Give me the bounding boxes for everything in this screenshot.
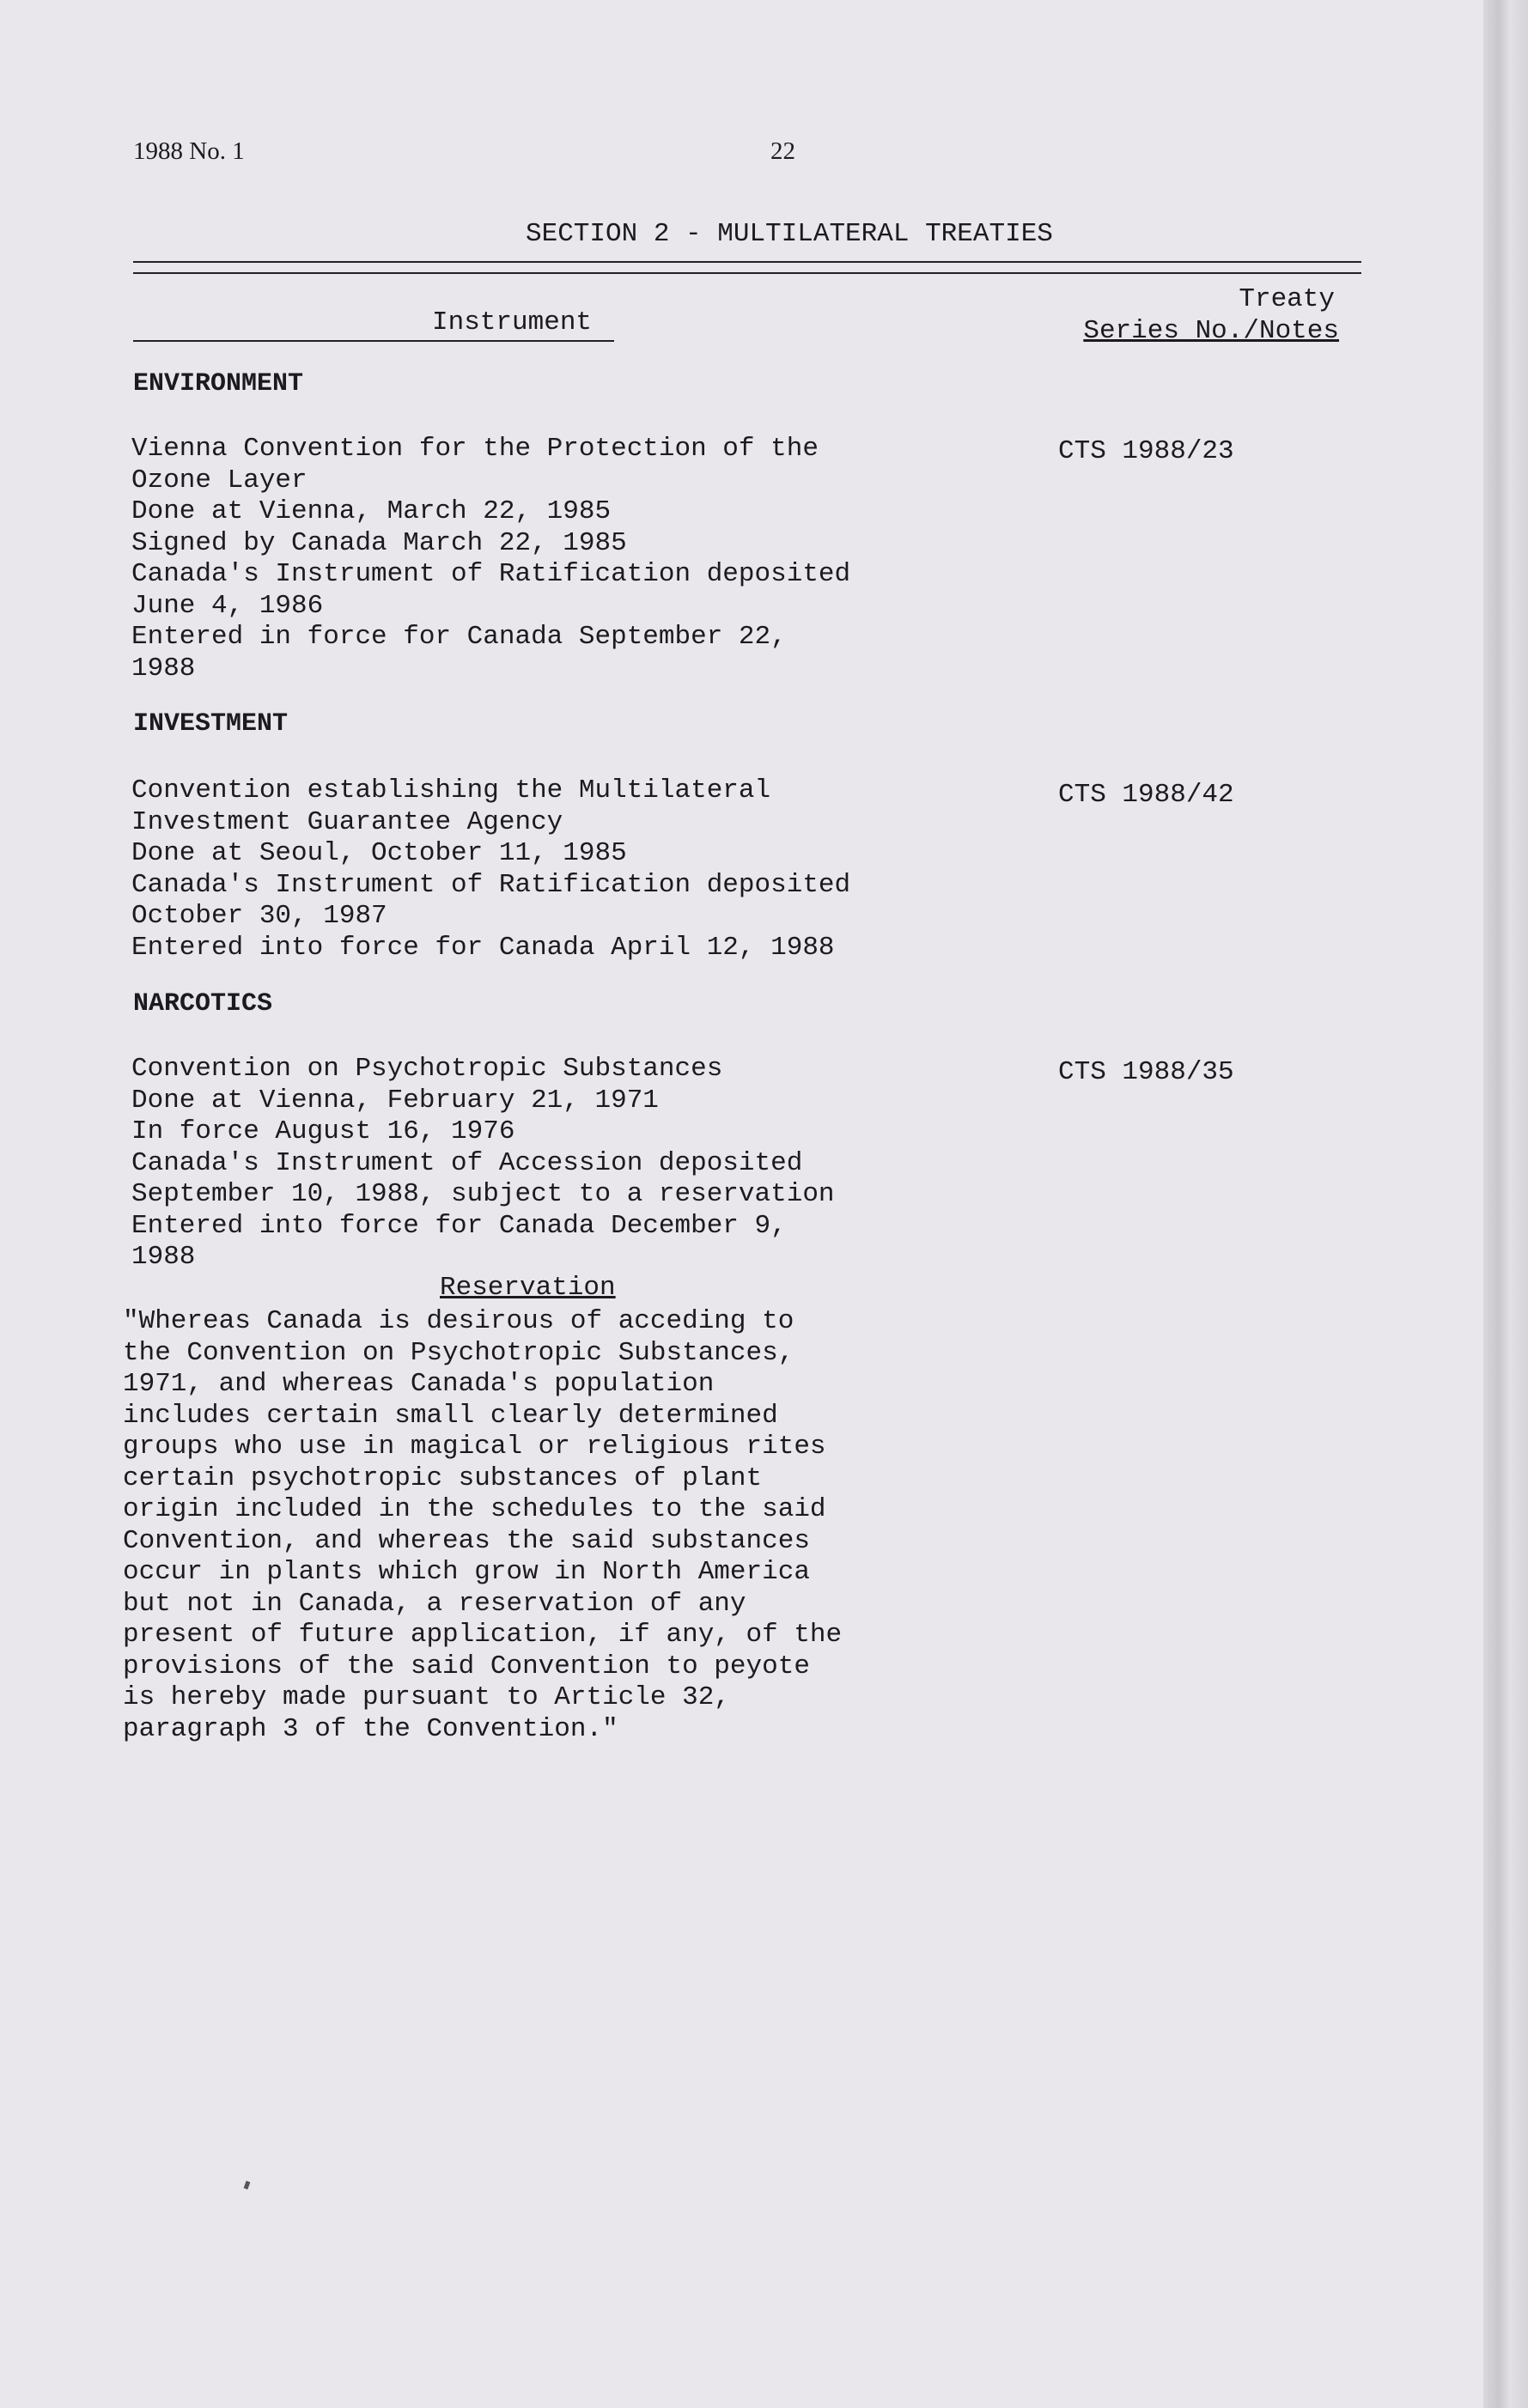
entry-narcotics-text: Convention on Psychotropic Substances Done at Vienna, February 21, 1971 In force August 16, 1976 Canada's Instrument of Accession deposited September 10, 1988, subject to a reservation Entered into force for Canada December 9, 1988 (131, 1054, 835, 1272)
section-title: SECTION 2 - MULTILATERAL TREATIES (526, 219, 1053, 249)
entry-environment-text: Vienna Convention for the Protection of the Ozone Layer Done at Vienna, March 22, 1985 Signed by Canada March 22, 1985 Canada's Instrument of Ratification deposited June 4, 1986 Entered in force for Canada September 22, 1988 (131, 434, 851, 684)
instrument-column-header (133, 307, 614, 342)
entry-investment-series: CTS 1988/42 (1058, 780, 1234, 810)
series-notes-label: Series No./Notes (1083, 316, 1339, 346)
issue-number: 1988 No. 1 (133, 137, 245, 165)
section-heading-narcotics: NARCOTICS (133, 989, 273, 1019)
section-heading-environment: ENVIRONMENT (133, 369, 304, 398)
entry-narcotics-series: CTS 1988/35 (1058, 1057, 1234, 1087)
instrument-label: Instrument (432, 307, 593, 337)
section-heading-investment: INVESTMENT (133, 709, 289, 739)
reservation-text: "Whereas Canada is desirous of acceding to the Convention on Psychotropic Substances, 1971, and whereas Canada's population includes certain small clearly determined groups who use in magical or religious rites certain psychotropic substances of plant origin included in the schedules to the said Convention, and whereas the said substances occur in plants which grow in North America but not in Canada, a reservation of any present of future application, if any, of the provisions of the said Convention to peyote is hereby made pursuant to Article 32, paragraph 3 of the Convention." (123, 1306, 843, 1744)
page-number: 22 (770, 137, 795, 165)
entry-environment-series: CTS 1988/23 (1058, 436, 1234, 466)
treaty-series-column-header (1083, 283, 1339, 347)
double-rule-divider (133, 261, 1361, 274)
treaty-label: Treaty (1239, 284, 1335, 314)
stray-ink-mark (244, 2180, 251, 2189)
reservation-title: Reservation (440, 1273, 616, 1303)
page-edge-shadow (1483, 0, 1528, 2408)
entry-investment-text: Convention establishing the Multilateral Investment Guarantee Agency Done at Seoul, October 11, 1985 Canada's Instrument of Ratification deposited October 30, 1987 Entered into force for Canada April 12, 1988 (131, 775, 851, 963)
